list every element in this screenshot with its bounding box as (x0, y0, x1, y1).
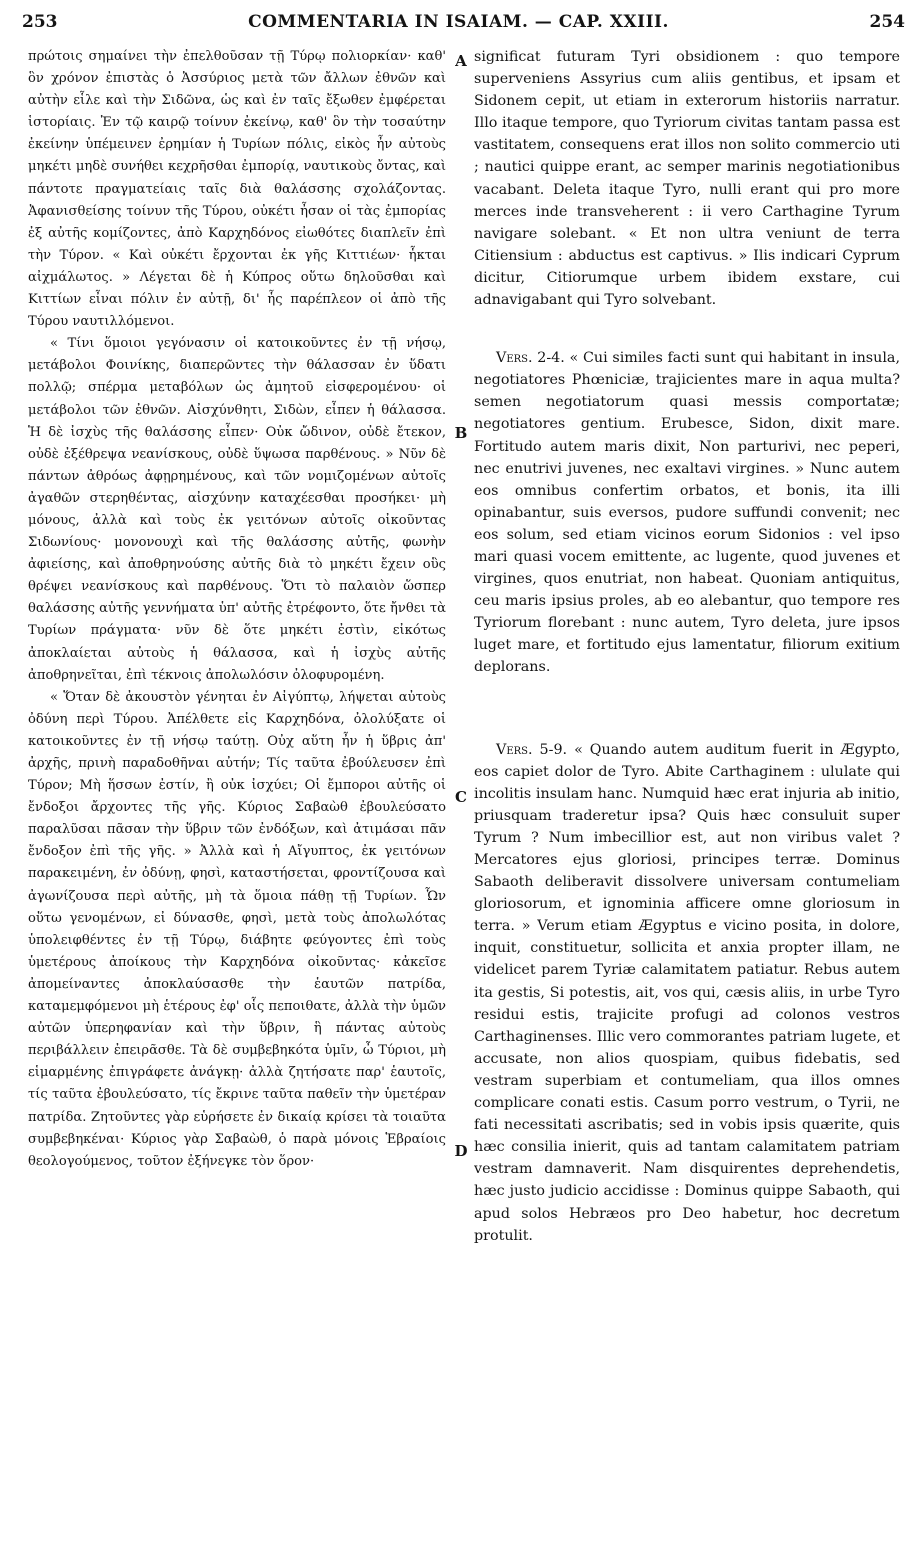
running-title: COMMENTARIA IN ISAIAM. — CAP. XXIII. (248, 12, 669, 32)
greek-paragraph-3: « Ὅταν δὲ ἀκουστὸν γένηται ἐν Αἰγύπτῳ, λήψεται αὐτοὺς ὀδύνη περὶ Τύρου. Ἀπέλθετε εἰς Καρχηδόνα, ὀλολύξατε οἱ κατοικοῦντες ἐν τῇ νήσῳ ταύτῃ. Οὐχ αὕτη ἦν ἡ ὕβρις ἀπ' ἀρχῆς, πρινὴ παραδοθῆναι αὐτήν; Τίς ταῦτα ἐβούλευσεν ἐπὶ Τύρον; Μὴ ἥσσων ἐστίν, ἢ οὐκ ἰσχύει; Οἱ ἔμποροι αὐτῆς οἱ ἔνδοξοι ἄρχοντες τῆς γῆς. Κύριος Σαβαὼθ ἐβουλεύσατο παραλῦσαι πᾶσαν τὴν ὕβριν τῶν ἐνδόξων, καὶ ἀτιμάσαι πᾶν ἔνδοξον ἐπὶ τῆς γῆς. » Ἀλλὰ καὶ ἡ Αἴγυπτος, ἐκ γειτόνων παρακειμένη, ἐν ὀδύνῃ, φησὶ, καταστήσεται, φροντίζουσα καὶ ἀγωνίζουσα περὶ αὐτῆς, μὴ τὰ ὅμοια πάθῃ τῇ Τυρίων. Ὧν οὕτω γενομένων, εἰ δύνασθε, φησὶ, μετὰ τοὺς ἀπολωλότας ὑπολειφθέντες ἐν τῇ Τύρῳ, διάβητε φεύγοντες ἐπὶ τοὺς ὑμετέρους ἀποίκους τὴν Καρχηδόνα οἰκοῦντας· κἀκεῖσε ἀπομείναντες ἀποκλαύσασθε τὴν ἑαυτῶν πατρίδα, καταμεμφόμενοι μὴ ἑτέρους ἐφ' οἷς πεποιθατε, ἀλλὰ τὴν ὑμῶν αὐτῶν ὑπερηφανίαν καὶ τὴν ὕβριν, ἣ πάντας αὐτοὺς περιβάλλειν ἐπειρᾶσθε. Τὰ δὲ συμβεβηκότα ὑμῖν, ὦ Τύριοι, μὴ εἱμαρμένης ἐπιγράφετε ἀνάγκῃ· ἀλλὰ ζητήσατε παρ' ἑαυτοῖς, τίς ταῦτα ἐβουλεύσατο, τίς ἔκρινε ταῦτα παθεῖν τὴν ὑμετέραν πατρίδα. Ζητοῦντες γὰρ εὑρήσετε ἐν δικαίᾳ κρίσει τὰ τοιαῦτα συμβεβηκέναι· Κύριος γὰρ Σαβαὼθ, ὁ παρὰ μόνοις Ἑβραίοις θεολογούμενος, τοῦτον ἐξήνεγκε τὸν ὅρον· (28, 689, 446, 1169)
greek-paragraph-1: πρώτοις σημαίνει τὴν ἐπελθοῦσαν τῇ Τύρῳ πολιορκίαν· καθ' ὃν χρόνον ἐπιστὰς ὁ Ἀσσύριος μετὰ τῶν ἄλλων ἐθνῶν καὶ αὐτὴν εἷλε καὶ τὴν Σιδῶνα, ὡς καὶ ἐν ταῖς ἔξωθεν ἐμφέρεται ἱστορίαις. Ἐν τῷ καιρῷ τοίνυν ἐκείνῳ, καθ' ὃν τὴν τοσαύτην ἐκείνην ὑπέμεινεν ἐρημίαν ἡ Τυρίων πόλις, εἰκὸς ἦν αὐτοὺς μηκέτι μηδὲ συνήθει κεχρῆσθαι ἐμπορίᾳ, ναυτικοὺς ὄντας, καὶ πάντοτε πραγματείαις ταῖς διὰ θαλάσσης σχολάζοντας. Ἀφανισθείσης τοίνυν τῆς Τύρου, οὐκέτι ἦσαν οἱ τὰς ἐμπορίας ἐξ αὐτῆς κομίζοντες, ἀπὸ Καρχηδόνος εἰωθότες διαπλεῖν ἐπὶ τὴν Τύρον. « Καὶ οὐκέτι ἔρχονται ἐκ γῆς Κιττιέων· ἧκται αἰχμάλωτος. » Λέγεται δὲ ἡ Κύπρος οὕτω δηλοῦσθαι καὶ Κιττίων εἶναι πόλιν ἐν αὐτῇ, δι' ἧς παρέπλεον οἱ ἀπὸ τῆς Τύρου ναυτιλλόμενοι. (28, 49, 446, 330)
latin-paragraph-1 (474, 46, 900, 311)
page-number-right: 254 (869, 12, 905, 32)
verse-reference: Vers. 2-4. (496, 350, 565, 367)
margin-marker-b: B (454, 424, 468, 442)
verse-reference: Vers. 5-9. (496, 741, 568, 758)
latin-paragraph-2 (474, 347, 900, 678)
margin-marker-c: C (455, 788, 467, 806)
latin-paragraph-3 (474, 739, 900, 1247)
greek-column (28, 46, 446, 1173)
latin-paragraph-text: « Quando autem auditum fuerit in Ægypto, eos capiet dolor de Tyro. Abite Carthaginem : ululate qui incolitis insulam hanc. Numquid hæc erat injuria ab initio, priusquam traderetur ipsa? Quis hæc consuluit super Tyrum ? Num imbecillior est, aut non viribus valet ? Mercatores ejus gloriosi, principes terræ. Dominus Sabaoth deliberavit dissolvere universam contumeliam gloriosorum, et ignominia afficere omne gloriosum in terra. » Verum etiam Ægyptus e vicino posita, in dolore, inquit, constituetur, sollicita et anxia propter illam, ne videlicet parem Tyriæ calamitatem patiatur. Rebus autem ita gestis, Si potestis, ait, vos qui, cæsis aliis, in urbe Tyro residui estis, trajicite profugi ad colonos vestros Carthaginenses. Illic vero commorantes patriam lugete, et accusate, non alios quospiam, quibus fidebatis, sed vestram superbiam et contumeliam, qua illos omnes complicare conati estis. Casum porro vestrum, o Tyrii, ne fati necessitati ascribatis; sed in vobis ipsis quærite, quis hæc consilia inierit, quis ad tantam calamitatem patriam vestram damnaverit. Nam disquirentes deprehendetis, hæc justo judicio accidisse : Dominus quippe Sabaoth, qui apud solos Hebræos pro Deo habetur, hoc decretum protulit. (474, 741, 900, 1244)
latin-paragraph-text: « Cui similes facti sunt qui habitant in insula, negotiatores Phœniciæ, trajicientes mare in aqua multa? semen negotiatorum quasi messis comportatæ; negotiatores gentium. Erubesce, Sidon, dixit mare. Fortitudo autem maris dixit, Non parturivi, nec peperi, nec enutrivi juvenes, nec exaltavi virgines. » Nunc autem eos omnibus confertim orbatos, et bonis, ita illi opinabantur, suis eversos, pudore suffundi convenit; nec eos solum, sed etiam vicinos eorum Sidonios : vel ipso mari quasi vocem emittente, ac lugente, quod juvenes et virgines, quos enutriat, non habeat. Quoniam antiquitus, ceu maris ipsius proles, ab eo alebantur, quo tempore res Tyriorum florebant : nunc autem, Tyro deleta, jure ipsos luget mare, et fortitudo ejus lamentatur, filiorum exitium deplorans. (474, 350, 900, 676)
running-header (0, 0, 917, 40)
margin-marker-a: A (455, 52, 467, 70)
greek-paragraph-2: « Τίνι ὅμοιοι γεγόνασιν οἱ κατοικοῦντες ἐν τῇ νήσῳ, μετάβολοι Φοινίκης, διαπερῶντες τὴν θάλασσαν ἐν ὕδατι πολλῷ; σπέρμα μεταβόλων ὡς ἀμητοῦ εἰσφερομένου· οἱ μετάβολοι τῶν ἐθνῶν. Αἰσχύνθητι, Σιδὼν, εἶπεν ἡ θάλασσα. Ἡ δὲ ἰσχὺς τῆς θαλάσσης εἶπεν· Οὐκ ὤδινον, οὐδὲ ἔτεκον, οὐδὲ ἐξέθρεψα νεανίσκους, οὐδὲ ὕψωσα παρθένους. » Νῦν δὲ πάντων ἀθρόως ἀφῃρημένους, καὶ τῶν νομιζομένων αὐτοῖς ἀγαθῶν στερηθέντας, αἰσχύνην καταχέεσθαι προσήκει· μὴ μόνους, ἀλλὰ καὶ τοὺς ἐκ γειτόνων αὐτοῖς οἰκοῦντας Σιδωνίους· μονονουχὶ καὶ τῆς θαλάσσης αὐτῆς, φωνὴν ἀφιείσης, καὶ ἀποθρηνούσης αὐτῆς διὰ τὸ μηκέτι ἔχειν οὓς θρέψει νεανίσκους καὶ παρθένους. Ὅτι τὸ παλαιὸν ὥσπερ θαλάσσης αὐτῆς γεννήματα ὑπ' αὐτῆς ἐτρέφοντο, ὅτε ἤνθει τὰ Τυρίων πράγματα· νῦν δὲ ὅτε μηκέτι ἐστὶν, εἰκότως ἀποκλαίεται αὐτοὺς ἡ θάλασσα, καὶ ἡ ἰσχὺς αὐτῆς ἀποθρηνεῖται, ἐπὶ τέκνοις ἀπολωλόσιν ὀλοφυρομένη. (28, 336, 446, 683)
margin-marker-d: D (454, 1142, 468, 1160)
page-number-left: 253 (22, 12, 58, 32)
latin-paragraph-text: significat futuram Tyri obsidionem : quo tempore superveniens Assyrius cum aliis gentibus, et ipsam et Sidonem cepit, ut etiam in exterorum historiis narratur. Illo itaque tempore, quo Tyriorum civitas tantam passa est vastitatem, consequens erat illos non solito commercio uti ; nautici quippe erant, ac semper marinis negotiationibus vacabant. Deleta itaque Tyro, nulli erant qui pro more merces inde transveherent : ii vero Carthagine Tyrum navigare solebant. « Et non ultra veniunt de terra Citiensium : abductus est captivus. » Ilis indicari Cyprum dicitur, Citiorumque urbem ibidem exstare, cui adnavigabant qui Tyro solvebant. (474, 49, 900, 309)
latin-column (474, 46, 900, 1247)
